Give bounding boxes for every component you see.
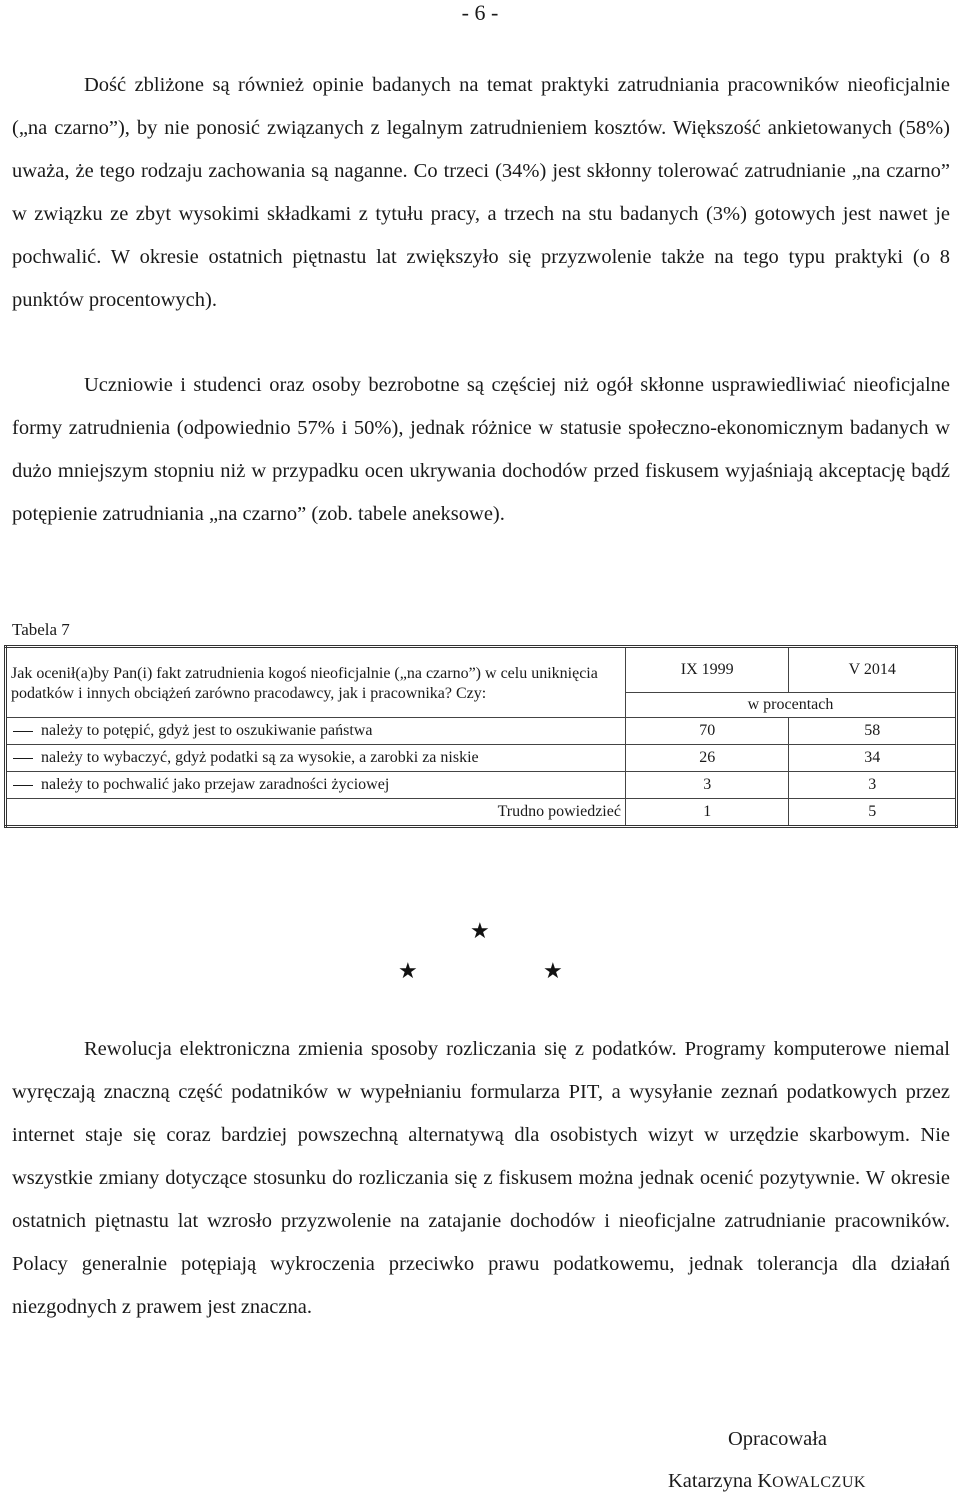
table-row	[6, 718, 957, 745]
table-header-row	[6, 647, 957, 693]
author-last-initial: K	[757, 1470, 773, 1492]
row-label: należy to pochwalić jako przejaw zaradności życiowej	[41, 776, 390, 793]
row-label: Trudno powiedzieć	[497, 803, 621, 820]
prepared-by: Opracowała	[728, 1428, 828, 1450]
table-row	[6, 772, 957, 799]
row-value-1999: 70	[625, 718, 789, 745]
row-label-cell	[6, 745, 626, 772]
star-icon: ★	[398, 958, 418, 983]
row-value-2014: 5	[789, 799, 957, 827]
paragraph-1-text: Dość zbliżone są również opinie badanych na temat praktyki zatrudniania pracowników nieoficjalnie („na czarno”), by nie ponosić związanych z legalnym zatrudnieniem kosztów. Większość ankietowanych (58%) uważa, że tego rodzaju zachowania są naganne. Co trzeci (34%) jest skłonny tolerować zatrudnianie „na czarno” w związku ze zbyt wysokimi składkami z tytułu pracy, a trzech na stu badanych (3%) gotowych jest nawet je pochwalić. W okresie ostatnich piętnastu lat zwiększyło się przyzwolenie także na tego typu praktyki (o 8 punktów procentowych).	[12, 74, 950, 311]
row-value-2014: 34	[789, 745, 957, 772]
paragraph-1	[12, 64, 950, 322]
dash-bullet	[13, 785, 33, 786]
column-header-2014: V 2014	[789, 647, 957, 693]
author-first-name: Katarzyna	[668, 1470, 753, 1492]
author-name	[668, 1470, 866, 1493]
dash-bullet	[13, 731, 33, 732]
column-header-1999: IX 1999	[625, 647, 789, 693]
paragraph-3	[12, 1028, 950, 1329]
row-label-cell	[6, 718, 626, 745]
row-value-2014: 58	[789, 718, 957, 745]
row-label-cell	[6, 772, 626, 799]
page-number: - 6 -	[461, 0, 499, 25]
table-label: Tabela 7	[12, 620, 70, 639]
table-unit: w procentach	[625, 693, 956, 718]
paragraph-2-text: Uczniowie i studenci oraz osoby bezrobotne są częściej niż ogół skłonne usprawiedliwiać nieoficjalne formy zatrudnienia (odpowiednio 57% i 50%), jednak różnice w statusie społeczno-ekonomicznym badanych w dużo mniejszym stopniu niż w przypadku ocen ukrywania dochodów przed fiskusem wyjaśniają akceptację bądź potępienie zatrudniania „na czarno” (zob. tabele aneksowe).	[12, 374, 950, 525]
table-question: Jak ocenił(a)by Pan(i) fakt zatrudnienia kogoś nieoficjalnie („na czarno”) w celu uniknięcia podatków i innych obciążeń zarówno pracodawcy, jak i pracownika? Czy:	[6, 647, 626, 718]
author-last-rest: OWALCZUK	[772, 1474, 866, 1491]
row-value-1999: 3	[625, 772, 789, 799]
row-value-1999: 1	[625, 799, 789, 827]
row-label: należy to wybaczyć, gdyż podatki są za wysokie, a zarobki za niskie	[41, 749, 479, 766]
paragraph-2	[12, 364, 950, 536]
paragraph-3-text: Rewolucja elektroniczna zmienia sposoby rozliczania się z podatków. Programy komputerowe niemal wyręczają znaczną część podatników w wypełnianiu formularza PIT, a wysyłanie zeznań podatkowych przez internet staje się coraz bardziej powszechną alternatywą dla osobistych wizyt w urzędzie skarbowym. Nie wszystkie zmiany dotyczące stosunku do rozliczania się z fiskusem można jednak ocenić pozytywnie. W okresie ostatnich piętnastu lat wzrosło przyzwolenie na zatajanie dochodów i nieoficjalne zatrudnianie pracowników. Polacy generalnie potępiają wykroczenia przeciwko prawu podatkowemu, jednak tolerancja dla działań niezgodnych z prawem jest znaczna.	[12, 1038, 950, 1318]
star-icon: ★	[543, 958, 563, 983]
row-label-cell	[6, 799, 626, 827]
table-row	[6, 745, 957, 772]
data-table	[4, 645, 958, 828]
star-icon: ★	[470, 918, 490, 943]
row-value-2014: 3	[789, 772, 957, 799]
dash-bullet	[13, 758, 33, 759]
row-label: należy to potępić, gdyż jest to oszukiwanie państwa	[41, 722, 373, 739]
row-value-1999: 26	[625, 745, 789, 772]
table-row	[6, 799, 957, 827]
